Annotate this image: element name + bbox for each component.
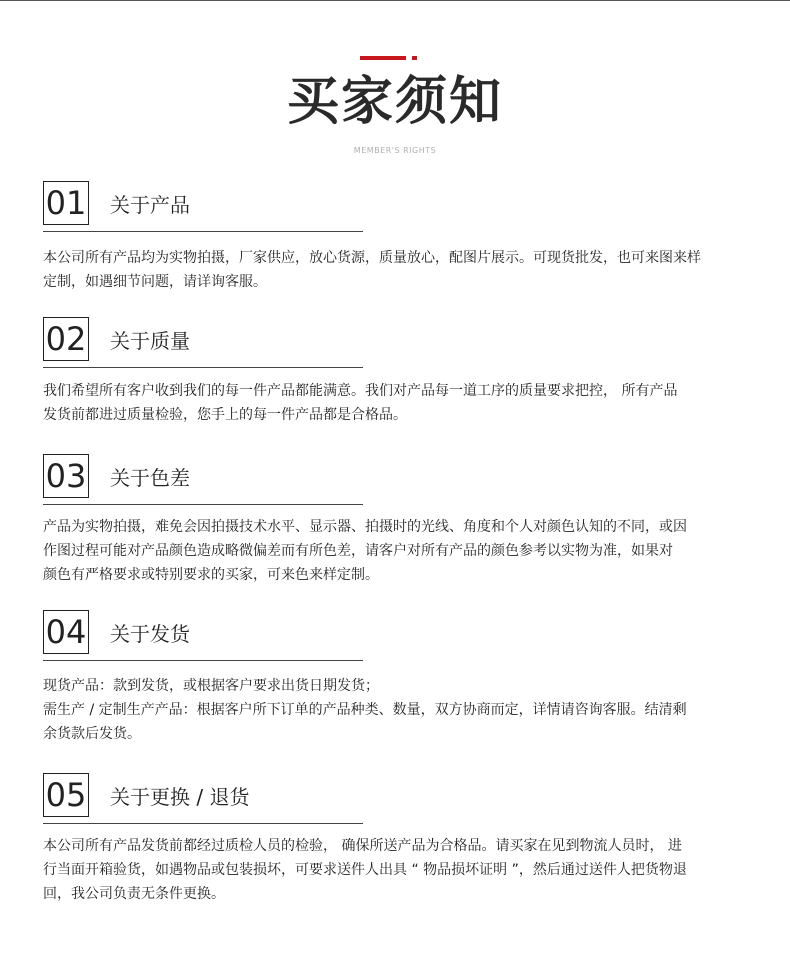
section-body: [43, 379, 743, 427]
top-border: [0, 0, 790, 1]
section-divider: [43, 823, 363, 824]
accent-dot: [412, 56, 417, 60]
body-line: 颜色有严格要求或特别要求的买家，可来色来样定制。: [43, 567, 379, 583]
body-line: 本公司所有产品均为实物拍摄，厂家供应，放心货源，质量放心，配图片展示。可现货批发，也可来图来样: [43, 250, 701, 266]
section-title: 关于产品: [110, 193, 190, 217]
section-divider: [43, 504, 363, 505]
body-line: 定制，如遇细节问题，请详询客服。: [43, 274, 267, 290]
section-body: [43, 674, 743, 746]
section-divider: [43, 660, 363, 661]
body-line: 产品为实物拍摄，难免会因拍摄技术水平、显示器、拍摄时的光线、角度和个人对颜色认知的不同，或因: [43, 519, 687, 535]
section-divider: [43, 367, 363, 368]
body-line: 我们希望所有客户收到我们的每一件产品都能满意。我们对产品每一道工序的质量要求把控， 所有产品: [43, 383, 678, 399]
section-title: 关于质量: [110, 329, 190, 353]
body-line: 余货款后发货。: [43, 726, 141, 742]
body-line: 本公司所有产品发货前都经过质检人员的检验， 确保所送产品为合格品。请买家在见到物流人员时， 进: [43, 838, 682, 854]
section-divider: [43, 231, 363, 232]
body-line: 回，我公司负责无条件更换。: [43, 886, 225, 902]
section-number: 05: [43, 773, 89, 817]
section-number: 02: [43, 317, 89, 361]
body-line: 现货产品：款到发货，或根据客户要求出货日期发货；: [43, 678, 379, 694]
body-line: 需生产 / 定制生产产品：根据客户所下订单的产品种类、数量，双方协商而定，详情请咨询客服。结清剩: [43, 702, 687, 718]
section-number: 01: [43, 181, 89, 225]
section-number: 03: [43, 454, 89, 498]
body-line: 发货前都进过质量检验，您手上的每一件产品都是合格品。: [43, 407, 407, 423]
section-body: [43, 834, 743, 906]
accent-bar: [360, 56, 406, 60]
section-title: 关于色差: [110, 466, 190, 490]
body-line: 作图过程可能对产品颜色造成略微偏差而有所色差，请客户对所有产品的颜色参考以实物为准，如果对: [43, 543, 673, 559]
page-subtitle: MEMBER'S RIGHTS: [353, 146, 437, 155]
section-number: 04: [43, 610, 89, 654]
page-title: 买家须知: [286, 72, 503, 132]
section-title: 关于发货: [110, 622, 190, 646]
section-body: [43, 515, 743, 587]
section-body: [43, 246, 743, 294]
section-title: 关于更换 / 退货: [110, 785, 250, 809]
body-line: 行当面开箱验货，如遇物品或包装损坏，可要求送件人出具 “ 物品损坏证明 ”，然后通过送件人把货物退: [43, 862, 687, 878]
